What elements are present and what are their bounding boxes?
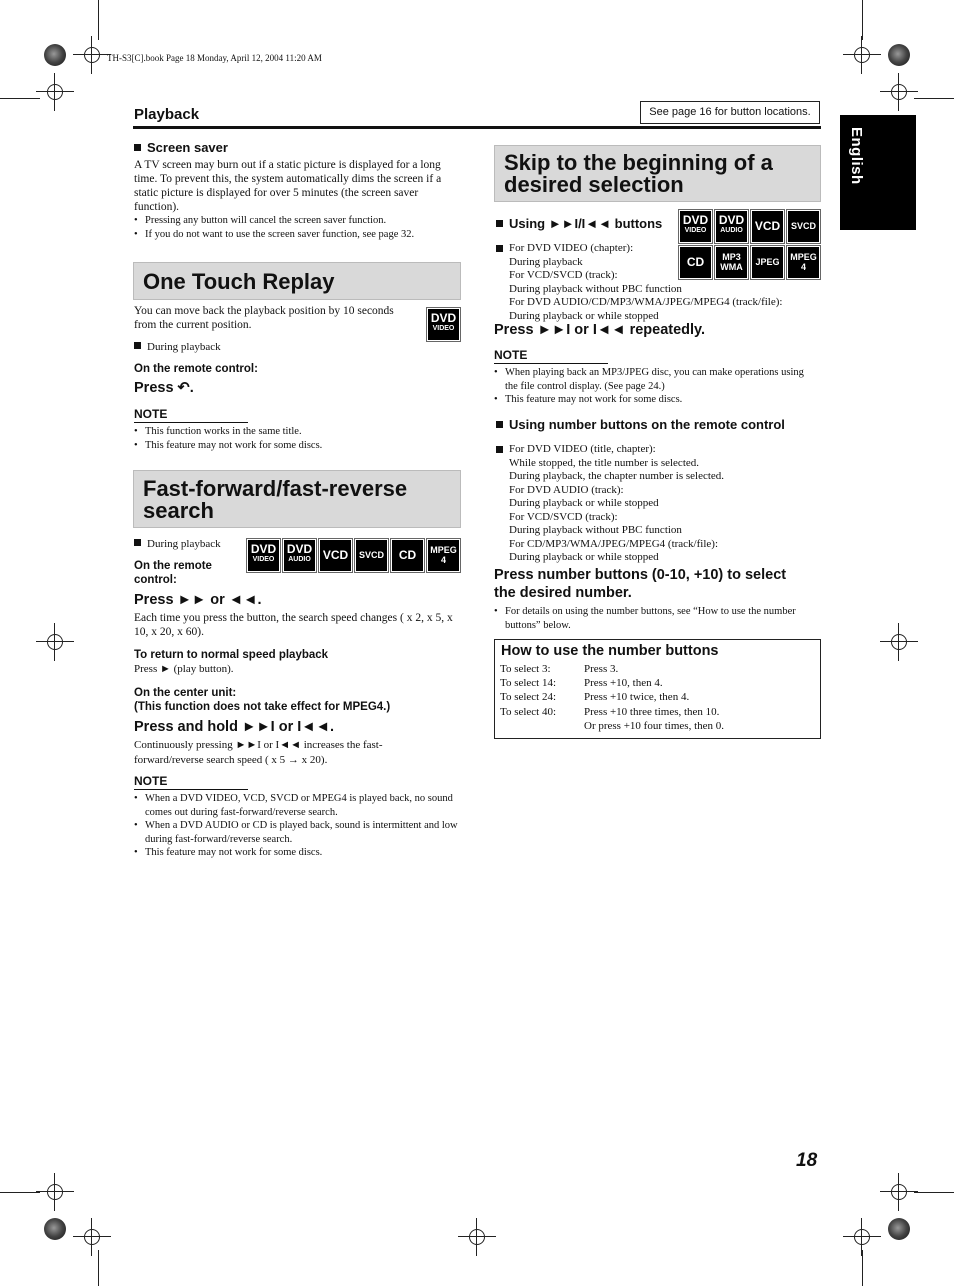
list-item: • Pressing any button will cancel the screen saver function. bbox=[134, 214, 460, 228]
note-heading: NOTE bbox=[134, 407, 248, 423]
list-item: • If you do not want to use the screen saver function, see page 32. bbox=[134, 228, 460, 242]
using-skip-heading: Using ►►I/I◄◄ buttons bbox=[496, 217, 662, 231]
center-unit-note: (This function does not take effect for MPEG4.) bbox=[134, 701, 391, 713]
list-item: • When a DVD VIDEO, VCD, SVCD or MPEG4 is played back, no sound comes out during fast-forward/reverse search. bbox=[134, 792, 460, 819]
crop-line bbox=[98, 1250, 99, 1286]
disc-format-badge: CD bbox=[390, 538, 425, 573]
crop-mark bbox=[888, 1181, 910, 1203]
ff-body: Each time you press the button, the search speed changes ( x 2, x 5, x 10, x 20, x 60). bbox=[134, 612, 453, 638]
number-line: During playback without PBC function bbox=[509, 524, 682, 536]
disc-format-badge: DVD VIDEO bbox=[678, 209, 713, 244]
screen-saver-body: A TV screen may burn out if a static picture is displayed for a long time. To prevent this, the system automatically dims the screen if a static picture is displayed for over 5 minutes (the screen saver function). bbox=[134, 159, 442, 213]
list-item: • When a DVD AUDIO or CD is played back, sound is intermittent and low during fast-forward/reverse search. bbox=[134, 819, 460, 846]
hold-body: Continuously pressing ►►I or I◄◄ increases the fast-forward/reverse search speed ( x 5 → x 20). bbox=[134, 739, 383, 766]
howto-row: To select 3: Press 3. bbox=[500, 663, 619, 675]
number-lines bbox=[496, 443, 816, 565]
screen-saver-heading: Screen saver bbox=[134, 141, 460, 155]
crop-line bbox=[0, 98, 40, 99]
registration-dot bbox=[44, 44, 66, 66]
howto-row: To select 14: Press +10, then 4. bbox=[500, 677, 663, 689]
crop-line bbox=[914, 98, 954, 99]
page-number: 18 bbox=[796, 1150, 818, 1171]
press-number-1: Press number buttons (0-10, +10) to select bbox=[494, 567, 787, 583]
normal-speed-body: Press ► (play button). bbox=[134, 663, 234, 675]
skip-notes bbox=[494, 366, 814, 407]
screen-saver-bullets bbox=[134, 214, 460, 241]
ff-search-banner bbox=[133, 470, 461, 528]
press-skip: Press ►►I or I◄◄ repeatedly. bbox=[494, 322, 706, 338]
skip-line: For DVD AUDIO/CD/MP3/WMA/JPEG/MPEG4 (track/file): bbox=[509, 296, 783, 308]
page-section-title: Playback bbox=[134, 106, 200, 123]
number-line: For VCD/SVCD (track): bbox=[509, 510, 618, 523]
number-buttons-heading: Using number buttons on the remote control bbox=[496, 418, 785, 432]
registration-dot bbox=[888, 1218, 910, 1240]
crop-mark bbox=[81, 1226, 103, 1248]
number-line: While stopped, the title number is selected. bbox=[509, 456, 700, 469]
number-line: For CD/MP3/WMA/JPEG/MPEG4 (track/file): bbox=[509, 537, 718, 550]
skip-banner bbox=[494, 145, 821, 202]
list-item: • This feature may not work for some discs. bbox=[134, 846, 460, 860]
number-line: For DVD AUDIO (track): bbox=[509, 483, 624, 496]
crop-mark bbox=[44, 81, 66, 103]
skip-line: During playback without PBC function bbox=[509, 282, 682, 295]
skip-lines bbox=[496, 242, 816, 323]
crop-line bbox=[862, 1250, 863, 1286]
number-line: During playback or while stopped bbox=[509, 497, 659, 509]
howto-box: How to use the number buttons To select 3: Press 3. To select 14: Press +10, then 4. To select 24: Press +10 twice, then 4. To select 40: Press +10 three times, then 10. Or press +10 four times, then 0. bbox=[494, 639, 821, 739]
ff-condition: During playback bbox=[134, 538, 221, 552]
disc-format-badge: VCD bbox=[750, 209, 785, 244]
screen-saver-section bbox=[134, 141, 460, 241]
registration-dot bbox=[44, 1218, 66, 1240]
list-item: • This feature may not work for some discs. bbox=[494, 393, 814, 407]
skip-title-1: Skip to the beginning of a bbox=[504, 150, 773, 175]
list-item: • When playing back an MP3/JPEG disc, you can make operations using the file control display. (See page 24.) bbox=[494, 366, 814, 393]
crop-line bbox=[862, 0, 863, 40]
howto-row: To select 24: Press +10 twice, then 4. bbox=[500, 691, 690, 703]
disc-format-badge: SVCD bbox=[786, 209, 821, 244]
disc-format-badge: MP3 WMA bbox=[714, 245, 749, 280]
skip-title-2: desired selection bbox=[504, 172, 684, 197]
skip-line: During playback bbox=[509, 255, 583, 268]
crop-mark bbox=[851, 1226, 873, 1248]
disc-format-badge: CD bbox=[678, 245, 713, 280]
crop-mark bbox=[44, 1181, 66, 1203]
normal-speed-label: To return to normal speed playback bbox=[134, 649, 329, 661]
crop-mark bbox=[81, 44, 103, 66]
disc-format-badge: JPEG bbox=[750, 245, 785, 280]
skip-line: For DVD VIDEO (chapter): bbox=[509, 242, 634, 254]
crop-line bbox=[914, 1192, 954, 1193]
remote-label: On the remote control: bbox=[134, 560, 212, 586]
list-item: • For details on using the number buttons, see “How to use the number buttons” below. bbox=[494, 605, 814, 632]
list-item: • This feature may not work for some discs. bbox=[134, 439, 460, 453]
one-touch-condition: During playback bbox=[134, 341, 221, 355]
replay-icon: ↶. bbox=[177, 380, 194, 396]
number-bullet bbox=[494, 605, 814, 632]
disc-format-badge: DVD VIDEO bbox=[426, 307, 461, 342]
disc-format-badge: DVD AUDIO bbox=[714, 209, 749, 244]
disc-format-badge: MPEG 4 bbox=[786, 245, 821, 280]
ff-search-title-2: search bbox=[143, 498, 214, 523]
number-line: During playback, the chapter number is selected. bbox=[509, 470, 725, 482]
skip-line: During playback or while stopped bbox=[509, 309, 659, 322]
press-replay: Press ↶. bbox=[134, 380, 194, 396]
crop-mark bbox=[466, 1226, 488, 1248]
one-touch-title: One Touch Replay bbox=[143, 269, 335, 294]
disc-format-badge: MPEG 4 bbox=[426, 538, 461, 573]
ff-search-title-1: Fast-forward/fast-reverse bbox=[143, 476, 408, 501]
disc-format-badge: DVD VIDEO bbox=[246, 538, 281, 573]
crop-mark bbox=[888, 631, 910, 653]
see-page-box: See page 16 for button locations. bbox=[640, 101, 820, 124]
number-line: During playback or while stopped bbox=[509, 551, 659, 563]
press-hold: Press and hold ►►I or I◄◄. bbox=[134, 719, 335, 735]
number-line: For DVD VIDEO (title, chapter): bbox=[509, 443, 656, 455]
crop-mark bbox=[888, 81, 910, 103]
center-unit-label: On the center unit: bbox=[134, 687, 237, 699]
disc-format-badge: VCD bbox=[318, 538, 353, 573]
press-ff-rew: Press ►► or ◄◄. bbox=[134, 592, 262, 608]
one-touch-banner bbox=[133, 262, 461, 300]
one-touch-body: You can move back the playback position by 10 seconds from the current position. bbox=[134, 305, 394, 331]
file-info: TH-S3[C].book Page 18 Monday, April 12, 2004 11:20 AM bbox=[107, 53, 322, 63]
note-heading: NOTE bbox=[134, 774, 248, 790]
crop-line bbox=[98, 0, 99, 40]
crop-line bbox=[0, 1192, 40, 1193]
howto-title: How to use the number buttons bbox=[501, 643, 719, 659]
crop-mark bbox=[851, 44, 873, 66]
disc-format-badge: DVD AUDIO bbox=[282, 538, 317, 573]
press-number-2: the desired number. bbox=[494, 585, 632, 601]
howto-row: To select 40: Press +10 three times, then 10. bbox=[500, 706, 720, 718]
list-item: • This function works in the same title. bbox=[134, 425, 460, 439]
ff-notes bbox=[134, 792, 460, 860]
language-tab-label: English bbox=[848, 127, 865, 185]
skip-line: For VCD/SVCD (track): bbox=[509, 269, 618, 281]
disc-format-badge: SVCD bbox=[354, 538, 389, 573]
header-rule bbox=[133, 126, 821, 129]
one-touch-notes bbox=[134, 425, 460, 452]
crop-mark bbox=[44, 631, 66, 653]
note-heading: NOTE bbox=[494, 348, 608, 364]
remote-label: On the remote control: bbox=[134, 363, 258, 375]
language-tab bbox=[840, 115, 916, 230]
registration-dot bbox=[888, 44, 910, 66]
